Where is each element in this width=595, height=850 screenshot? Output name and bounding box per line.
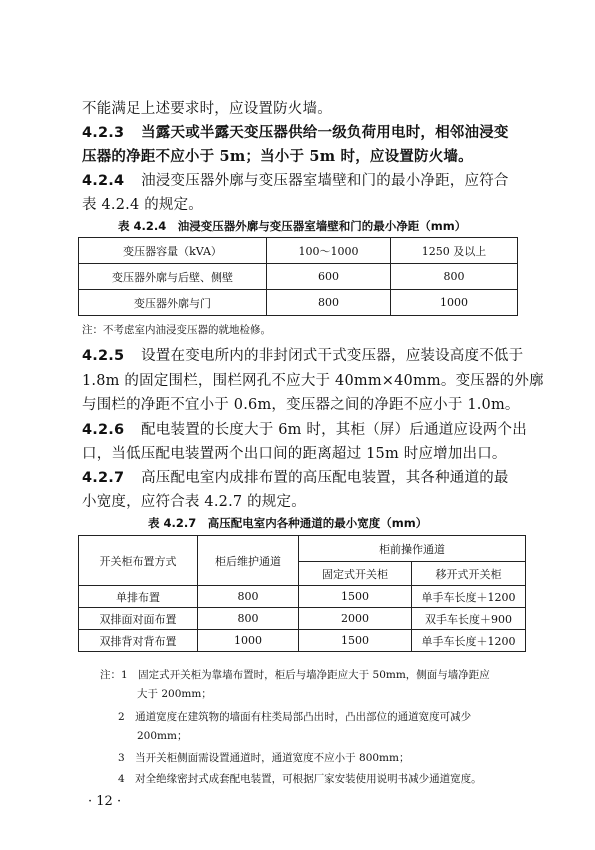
table-cell: 2000	[299, 608, 412, 630]
section-text: 压器的净距不应小于 5m；当小于 5m 时，应设置防火墙。	[82, 148, 473, 165]
table-cell: 变压器外廓与门	[79, 290, 267, 316]
table-cell: 1500	[299, 630, 412, 652]
section-text: 口，当低压配电装置两个出口间的距离超过 15m 时应增加出口。	[82, 446, 507, 462]
section-text: 1.8m 的固定围栏，围栏网孔不应大于 40mm×40mm。变压器的外廓	[82, 373, 544, 389]
table-cell: 800	[198, 586, 299, 608]
section-text: 表 4.2.4 的规定。	[82, 197, 204, 213]
table-header: 100～1000	[267, 238, 391, 264]
section-text: 配电装置的长度大于 6m 时，其柜（屏）后通道应设两个出	[141, 422, 527, 438]
table-cell: 800	[198, 608, 299, 630]
table-4-2-7	[78, 535, 526, 652]
table-caption: 表 4.2.7 高压配电室内各种通道的最小宽度（mm）	[148, 516, 428, 530]
table-header: 移开式开关柜	[412, 562, 526, 586]
table-cell: 单手车长度＋1200	[412, 586, 526, 608]
page-number: · 12 ·	[88, 794, 122, 809]
section-text: 高压配电室内成排布置的高压配电装置，其各种通道的最	[141, 470, 509, 486]
section-number: 4.2.4	[82, 173, 125, 189]
table-header: 变压器容量（kVA）	[79, 238, 267, 264]
table-header: 柜后维护通道	[198, 536, 299, 586]
section-number: 4.2.7	[82, 470, 125, 486]
table-cell: 1000	[198, 630, 299, 652]
section-number: 4.2.6	[82, 422, 125, 438]
section-number: 4.2.5	[82, 348, 125, 364]
table-header: 开关柜布置方式	[79, 536, 198, 586]
note-2: 2 通道宽度在建筑物的墙面有柱类局部凸出时，凸出部位的通道宽度可减少	[118, 711, 472, 723]
table-cell: 单排布置	[79, 586, 198, 608]
section-text: 设置在变电所内的非封闭式干式变压器，应装设高度不低于	[141, 348, 524, 364]
section-text: 小宽度，应符合表 4.2.7 的规定。	[82, 494, 306, 510]
section-text: 与围栏的净距不宜小于 0.6m，变压器之间的净距不应小于 1.0m。	[82, 397, 520, 413]
note-1: 注：1 固定式开关柜为靠墙布置时，柜后与墙净距应大于 50mm，侧面与墙净距应	[100, 669, 490, 681]
table-cell: 变压器外廓与后壁、侧壁	[79, 264, 267, 290]
section-text: 油浸变压器外廓与变压器室墙壁和门的最小净距，应符合	[141, 173, 509, 189]
note-2-cont: 200mm；	[137, 730, 188, 742]
table-cell: 800	[267, 290, 391, 316]
table-cell: 800	[391, 264, 518, 290]
table-cell: 双排面对面布置	[79, 608, 198, 630]
section-text: 当露天或半露天变压器供给一级负荷用电时，相邻油浸变	[141, 124, 509, 141]
table-header: 柜前操作通道	[299, 536, 526, 562]
table-cell: 1500	[299, 586, 412, 608]
note-4: 4 对全绝缘密封式成套配电装置，可根据厂家安装使用说明书减少通道宽度。	[118, 773, 482, 785]
paragraph-continuation: 不能满足上述要求时，应设置防火墙。	[82, 101, 332, 117]
section-number: 4.2.3	[82, 125, 125, 141]
table-cell: 600	[267, 264, 391, 290]
table-caption: 表 4.2.4 油浸变压器外廓与变压器室墙壁和门的最小净距（mm）	[118, 219, 467, 233]
note-1-cont: 大于 200mm；	[137, 688, 212, 700]
table-cell: 双手车长度＋900	[412, 608, 526, 630]
table-header: 1250 及以上	[391, 238, 518, 264]
table-cell: 单手车长度＋1200	[412, 630, 526, 652]
table-cell: 1000	[391, 290, 518, 316]
table-cell: 双排背对背布置	[79, 630, 198, 652]
table-4-2-4	[78, 237, 518, 316]
table-note: 注：不考虑室内油浸变压器的就地检修。	[82, 324, 271, 336]
table-header: 固定式开关柜	[299, 562, 412, 586]
note-3: 3 当开关柜侧面需设置通道时，通道宽度不应小于 800mm；	[118, 752, 410, 764]
